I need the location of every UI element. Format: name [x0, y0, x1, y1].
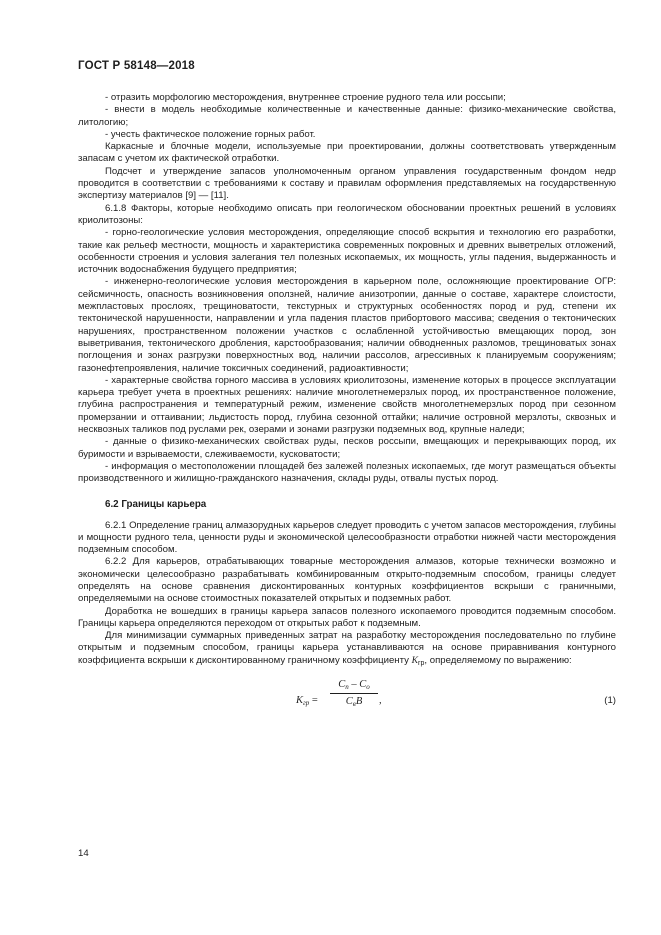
list-item: - инженерно-геологические условия месторождения в карьерном поле, осложняющие проектирование ОГР: сейсмичность, опасность возникновения оползней, наличие анизотропии, данные о составе, характере слоистости, межпластовых прослоях, трещиноватости, текстурных и структурных особенностях пород и руд, степени их тектонической нарушенности, направлении и угла падения пластов прибортового массива; сведения о тектонических нарушениях, пространственном положении участков с ослабленной устойчивостью вмещающих пород, зон выветривания, тектонического дробления, карстообразования; наличии обводненных разломов, трещиноватых зонах поглощения и зонах разгрузки поверхностных вод, наличии рассолов, агрессивных к планируемым сооружениям; газонефтепроявления, наличие токсичных соединений, радиоактивности;: [78, 276, 616, 374]
k-symbol: K: [411, 654, 418, 666]
formula-fraction: [330, 679, 378, 709]
equation-number: (1): [604, 695, 616, 707]
paragraph: Каркасные и блочные модели, используемые при проектировании, должны соответствовать утвержденным запасам с учетом их фактической отработки.: [78, 141, 616, 165]
clause-6-2-2: 6.2.2 Для карьеров, отрабатывающих товарные месторождения алмазов, которые технически возможно и экономически целесообразно разрабатывать комбинированным открыто-подземным способом, границы следует определять на основе сравнения дисконтированных контурных коэффициентов вскрыши с граничными, определяемыми на основе стоимостных показателей открытых и подземных работ.: [78, 556, 616, 605]
clause-6-2-1: 6.2.1 Определение границ алмазорудных карьеров следует проводить с учетом запасов месторождения, глубины и мощности рудного тела, ценности руды и экономической целесообразности отработки нижней части месторождения подземным способом.: [78, 519, 616, 556]
page-number: 14: [78, 848, 89, 859]
k-subscript: гр: [417, 659, 425, 667]
paragraph-tail: , определяемому по выражению:: [424, 654, 572, 666]
list-item: - учесть фактическое положение горных работ.: [105, 128, 316, 140]
section-heading: 6.2 Границы карьера: [105, 498, 207, 510]
paragraph: [78, 630, 616, 667]
paragraph: Доработка не вошедших в границы карьера запасов полезного ископаемого проводится подземным способом. Границы карьера определяются переходом от открытых работ к подземным.: [78, 605, 616, 629]
list-item: - данные о физико-механических свойствах руды, песков россыпи, вмещающих и перекрывающих пород, их буримости и взрываемости, слеживаемости, кусковатости;: [78, 436, 616, 460]
formula-comma: ,: [379, 695, 382, 707]
document-header: ГОСТ Р 58148—2018: [78, 60, 195, 72]
paragraph: Подсчет и утверждение запасов уполномоченным органом управления государственным фондом недр проводится в соответствии с требованиями к составу и правилам оформления представляемых на государственную экспертизу материалов [9] — [11].: [78, 165, 616, 202]
list-item: - горно-геологические условия месторождения, определяющие способ вскрытия и технологию его разработки, такие как рельеф местности, мощность и характеристика современных покровных и древних выветрелых отложений, особенности строения и условия залегания тел полезных ископаемых, их мощность, углы падения, выдержанность и источник водоснабжения будущего предприятия;: [78, 227, 616, 276]
formula-numerator: $C_п - C_о$: [330, 679, 378, 694]
list-item: - отразить морфологию месторождения, внутреннее строение рудного тела или россыпи;: [105, 92, 506, 103]
list-item: - внести в модель необходимые количественные и качественные данные: физико-механические свойства, литологию;: [78, 104, 616, 128]
paragraph-text: Для минимизации суммарных приведенных затрат на разработку месторождения последовательно по глубине открытым и подземным способом, границы карьера устанавливаются на основе приравнивания контурного коэффициента вскрыши к дисконтированному граничному коэффициенту: [78, 630, 616, 666]
document-body: [78, 92, 616, 729]
list-item: - характерные свойства горного массива в условиях криолитозоны, изменение которых в процессе эксплуатации карьера требует учета в проектных решениях: наличие многолетнемерзлых пород, их пространственное положение, глубина распространения и температурный режим, изменение свойств многолетнемерзлых пород при сезонном промерзании и оттаивании; льдистость пород, глубина сезонной оттайки; наличие островной мерзлоты, сквозных и несквозных таликов под руслами рек, озерами и зонами разгрузки подземных вод, крупные наледи;: [78, 374, 616, 436]
clause-6-1-8: 6.1.8 Факторы, которые необходимо описать при геологическом обосновании проектных решений в условиях криолитозоны:: [78, 202, 616, 226]
formula-lhs: $K_{гр}$ =: [296, 695, 318, 708]
formula-denominator: $C_вB$: [345, 696, 363, 709]
list-item: - информация о местоположении площадей без залежей полезных ископаемых, где могут размещаться объекты производственного и жилищно-гражданского назначения, склады руды, отвалы пустых пород.: [78, 460, 616, 485]
formula-1: [78, 675, 616, 729]
